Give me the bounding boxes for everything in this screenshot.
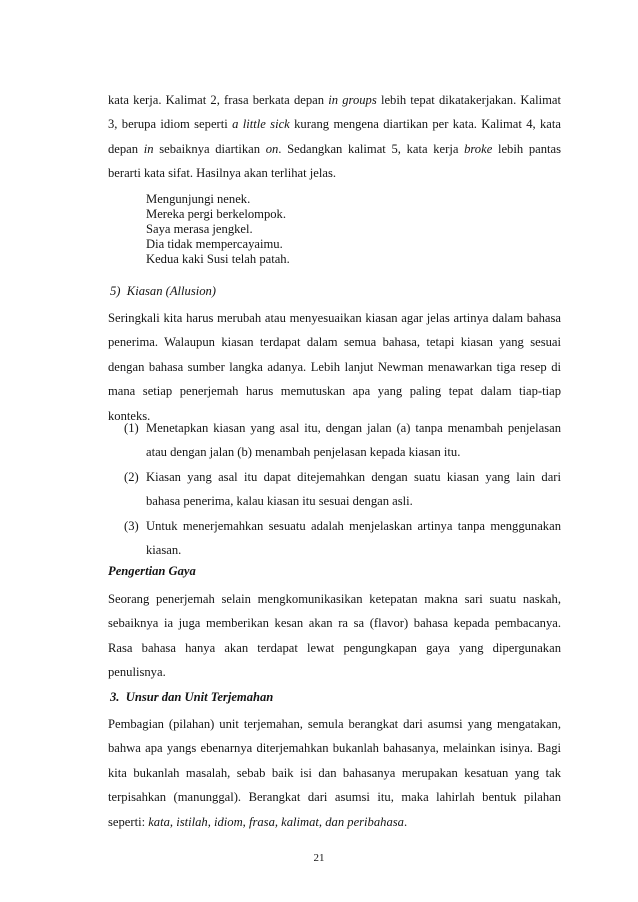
paragraph-allusion xyxy=(108,306,561,428)
paragraph-gaya-text: Seorang penerjemah selain mengkomunikasikan ketepatan makna sari suatu naskah, sebaiknya ia juga memberikan kesan akan ra sa (flavor) bahasa kepada pembacanya. Rasa bahasa hanya akan terdapat lewat pengungkapan gaya yang dipergunakan penulisnya. xyxy=(108,592,561,680)
list-item-text: Menetapkan kiasan yang asal itu, dengan jalan (a) tanpa menambah penjelasan atau dengan jalan (b) menambah penjelasan kepada kiasan itu. xyxy=(146,421,561,460)
section-title: Kiasan (Allusion) xyxy=(126,284,217,298)
example-sentence: Mereka pergi berkelompok. xyxy=(146,207,287,221)
section-number: 3. xyxy=(110,690,120,704)
list-item-text: Kiasan yang asal itu dapat ditejemahkan dengan suatu kiasan yang lain dari bahasa penerima, kalau kiasan itu sesuai dengan asli. xyxy=(146,469,561,509)
example-sentence: Saya merasa jengkel. xyxy=(146,222,253,236)
paragraph-unsur-text xyxy=(108,712,561,834)
list-item-text: Untuk menerjemahkan sesuatu adalah menjelaskan artinya tanpa menggunakan kiasan. xyxy=(146,518,561,558)
italic-term: on xyxy=(265,141,279,156)
list-item-number: (2) xyxy=(124,469,139,484)
list-item xyxy=(124,465,561,514)
section-heading-unsur xyxy=(110,690,273,705)
paragraph-unsur-end: . xyxy=(403,814,408,829)
example-sentence: Mengunjungi nenek. xyxy=(146,192,251,206)
text-segment: sebaiknya diartikan xyxy=(153,141,266,156)
section-number: 5) xyxy=(110,284,121,298)
text-segment: kata kerja. Kalimat 2, frasa berkata depan xyxy=(108,93,329,107)
paragraph-allusion-text: Seringkali kita harus merubah atau menyesuaikan kiasan agar jelas artinya dalam bahasa penerima. Walaupun kiasan terdapat dalam semua bahasa, tetapi kiasan yang sesuai dengan bahasa sumber langka adanya. Lebih lanjut Newman menawarkan tiga resep di mana setiap penerjemah harus memutuskan apa yang paling tepat dalam tiap-tiap konteks. xyxy=(108,311,561,423)
page-number: 21 xyxy=(313,852,325,864)
section-title: Unsur dan Unit Terjemahan xyxy=(125,690,274,704)
section-heading-allusion xyxy=(110,284,216,299)
text-segment: lebih tepat dikatakerjakan. Kalimat 3, berupa idiom seperti xyxy=(108,93,561,132)
italic-term: broke xyxy=(464,141,493,156)
paragraph-unsur-body: Pembagian (pilahan) unit terjemahan, semula berangkat dari asumsi yang mengatakan, bahwa apa yangs ebenarnya diterjemahkan bukanlah bahasanya, melainkan isinya. Bagi kita bukanlah masalah, sebab baik isi dan bahasanya merupakan kesatuan yang tak terpisahkan (manunggal). Berangkat dari asumsi itu, maka lahirlah bentuk pilahan seperti: xyxy=(108,717,561,829)
italic-term: in xyxy=(143,141,154,156)
list-item xyxy=(124,416,561,465)
paragraph-intro-text xyxy=(108,88,561,186)
list-item-number: (3) xyxy=(124,518,139,533)
paragraph-unsur-italic: kata, istilah, idiom, frasa, kalimat, dan peribahasa xyxy=(148,814,404,829)
text-segment: . Sedangkan kalimat 5, kata kerja xyxy=(278,141,465,156)
text-segment: lebih pantas berarti kata sifat. Hasilnya akan terlihat jelas. xyxy=(108,141,561,181)
list-item-number: (1) xyxy=(124,421,139,435)
paragraph-gaya xyxy=(108,587,561,685)
text-segment: kurang mengena diartikan per kata. Kalimat 4, kata depan xyxy=(108,117,561,156)
paragraph-unsur xyxy=(108,712,561,834)
recipe-list xyxy=(124,416,561,562)
paragraph-intro xyxy=(108,88,561,186)
italic-term: in groups xyxy=(328,93,377,107)
section-heading-gaya: Pengertian Gaya xyxy=(108,564,196,578)
list-item xyxy=(124,514,561,563)
italic-term: a little sick xyxy=(232,117,290,132)
example-sentences xyxy=(146,192,446,267)
example-sentence: Dia tidak mempercayaimu. xyxy=(146,237,283,251)
example-sentence: Kedua kaki Susi telah patah. xyxy=(146,252,290,266)
